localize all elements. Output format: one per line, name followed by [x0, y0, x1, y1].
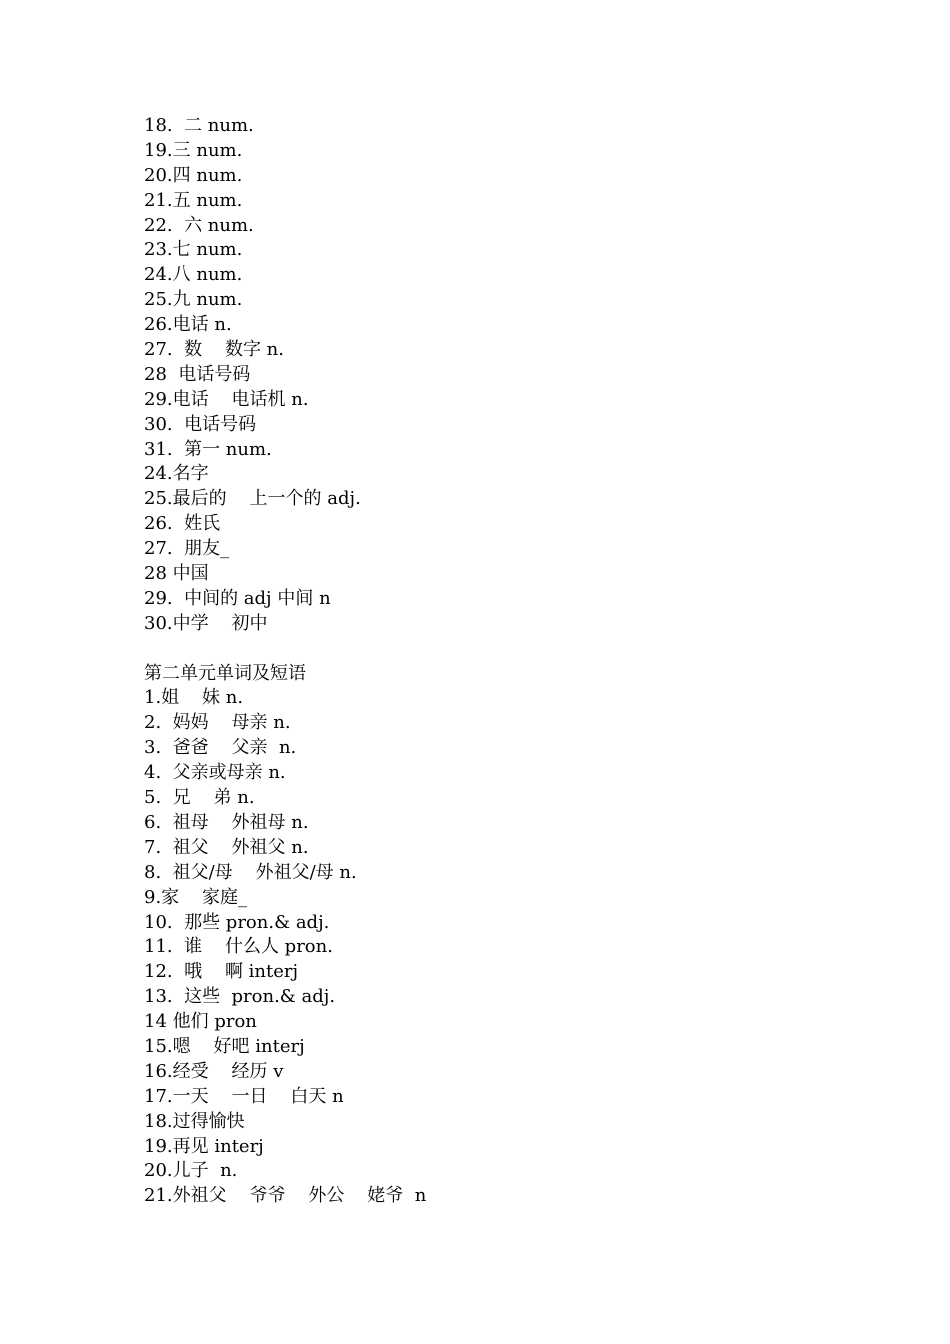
- vocab-line: 21.五 num.: [144, 189, 243, 211]
- vocab-line: 19.再见 interj: [144, 1135, 264, 1157]
- vocab-line: 30.中学 初中: [144, 612, 268, 634]
- vocab-line: 24.名字: [144, 463, 209, 485]
- vocab-line: 21.外祖父 爷爷 外公 姥爷 n: [144, 1185, 427, 1207]
- vocab-line: 18. 二 num.: [144, 115, 254, 136]
- vocab-line: 29. 中间的 adj 中间 n: [144, 587, 331, 609]
- section-2-list: [144, 662, 864, 1210]
- section-gap: [144, 637, 864, 662]
- vocab-line: 30. 电话号码: [144, 413, 257, 435]
- vocab-line: 2. 妈妈 母亲 n.: [144, 712, 291, 734]
- vocab-line: 5. 兄 弟 n.: [144, 787, 255, 809]
- vocab-line: 17.一天 一日 白天 n: [144, 1085, 344, 1107]
- vocab-line: 20.四 num.: [144, 164, 243, 186]
- vocab-line: 9.家 家庭_: [144, 886, 248, 908]
- vocab-line: 29.电话 电话机 n.: [144, 388, 309, 410]
- vocab-line: 20.儿子 n.: [144, 1160, 238, 1182]
- vocab-line: 4. 父亲或母亲 n.: [144, 762, 286, 784]
- vocab-line: 10. 那些 pron.& adj.: [144, 911, 330, 933]
- vocab-line: 24.八 num.: [144, 264, 243, 286]
- vocab-line: 26. 姓氏: [144, 513, 221, 535]
- vocab-line: 16.经受 经历 v: [144, 1060, 284, 1082]
- vocab-line: 27. 朋友_: [144, 538, 230, 560]
- vocab-line: 11. 谁 什么人 pron.: [144, 936, 333, 958]
- vocab-line: 27. 数 数字 n.: [144, 339, 284, 361]
- vocab-line: 13. 这些 pron.& adj.: [144, 986, 336, 1008]
- vocab-line: 6. 祖母 外祖母 n.: [144, 811, 309, 833]
- section-1-list: [144, 114, 864, 637]
- vocab-line: 28 中国: [144, 563, 209, 585]
- vocab-line: 19.三 num.: [144, 139, 243, 161]
- vocab-line: 22. 六 num.: [144, 214, 254, 236]
- vocab-line: 12. 哦 啊 interj: [144, 961, 299, 983]
- vocab-line: 14 他们 pron: [144, 1011, 257, 1033]
- vocab-line: 23.七 num.: [144, 239, 243, 261]
- vocab-line: 25.最后的 上一个的 adj.: [144, 488, 361, 510]
- vocab-line: 18.过得愉快: [144, 1110, 245, 1132]
- section-title: 第二单元单词及短语: [144, 662, 306, 684]
- vocab-line: 7. 祖父 外祖父 n.: [144, 836, 309, 858]
- vocab-line: 26.电话 n.: [144, 314, 232, 336]
- vocab-line: 15.嗯 好吧 interj: [144, 1035, 305, 1057]
- vocab-line: 28 电话号码: [144, 363, 251, 385]
- vocabulary-text: [144, 114, 864, 1209]
- vocab-line: 8. 祖父/母 外祖父/母 n.: [144, 861, 357, 883]
- vocab-line: 3. 爸爸 父亲 n.: [144, 737, 297, 759]
- vocab-line: 25.九 num.: [144, 289, 243, 311]
- vocab-line: 1.姐 妹 n.: [144, 687, 244, 709]
- vocab-line: 31. 第一 num.: [144, 438, 272, 460]
